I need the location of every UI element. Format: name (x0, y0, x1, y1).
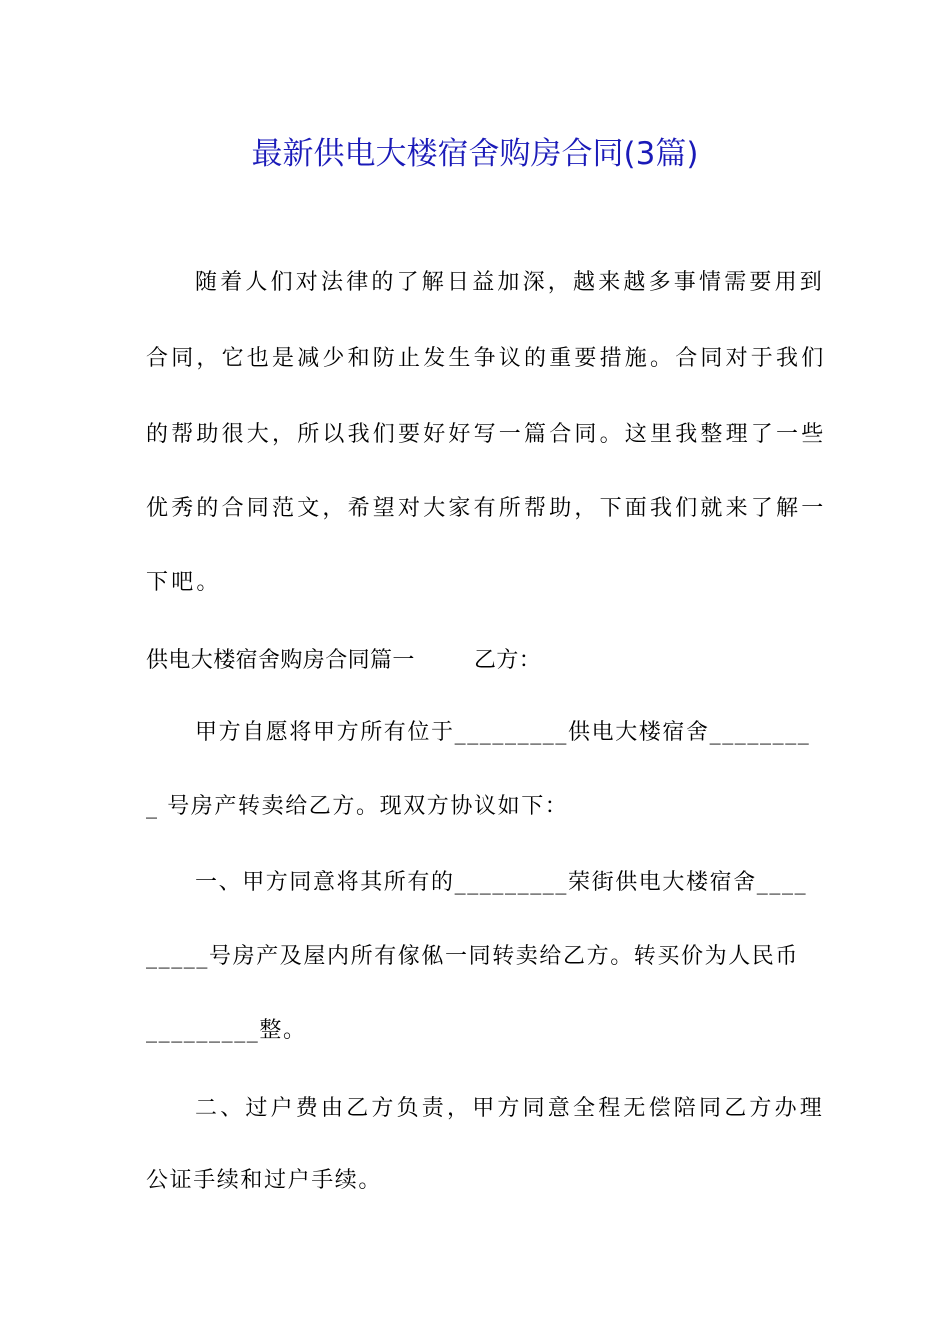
clause-2-line-2: 公证手续和过户手续。 (146, 1168, 383, 1193)
clause-intro-line-1: 甲方自愿将甲方所有位于_________供电大楼宿舍________ (195, 720, 811, 745)
intro-line-1: 随着人们对法律的了解日益加深，越来越多事情需要用到 (195, 270, 826, 295)
section-heading: 供电大楼宿舍购房合同篇一 乙方： (146, 648, 542, 673)
clause-1-line-1: 一、甲方同意将其所有的_________荣街供电大楼宿舍____ (195, 870, 808, 895)
intro-line-2: 合同，它也是减少和防止发生争议的重要措施。合同对于我们 (146, 346, 827, 371)
document-title: 最新供电大楼宿舍购房合同(3篇) (251, 136, 699, 172)
intro-line-3: 的帮助很大，所以我们要好好写一篇合同。这里我整理了一些 (146, 422, 827, 447)
intro-line-5: 下吧。 (146, 570, 222, 595)
intro-line-4: 优秀的合同范文，希望对大家有所帮助，下面我们就来了解一 (146, 496, 827, 521)
clause-intro-line-2: _ 号房产转卖给乙方。现双方协议如下： (146, 794, 569, 819)
clause-1-line-3: _________整。 (146, 1018, 307, 1043)
clause-1-line-2: _____号房产及屋内所有傢俬一同转卖给乙方。转买价为人民币 (146, 944, 800, 969)
clause-2-line-1: 二、过户费由乙方负责，甲方同意全程无偿陪同乙方办理 (195, 1096, 826, 1121)
